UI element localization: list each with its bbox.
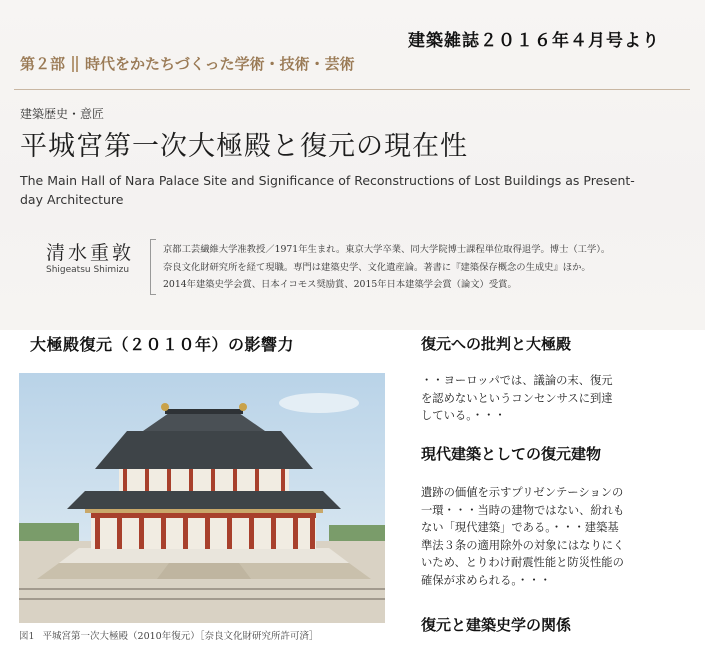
section-title-history: 復元と建築史学の関係 [421,616,572,634]
header-rule [14,89,690,90]
part-theme: 時代をかたちづくった学術・技術・芸術 [85,55,355,73]
paragraph-line: ない「現代建築」である。・・・建築基 [421,521,619,535]
stairs [157,563,251,579]
figure-label: 図1 [19,631,35,642]
paragraph-line: 準法３条の適用除外の対象にはなりにく [421,538,625,552]
paragraph-line: 遺跡の価値を示すプリゼンテーションの [421,486,624,499]
author-name-en: Shigeatsu Shimizu [46,265,130,275]
cloud [279,393,359,413]
article-title-jp: 平城宮第一次大極殿と復元の現在性 [20,131,468,162]
bio-bracket [150,239,156,295]
paragraph-line: している。・・・ [421,409,506,423]
paragraph-line: ・・ヨーロッパでは、議論の末、復元 [421,374,613,387]
bio-line: 2014年建築史学会賞、日本イコモス奨励賞、2015年日本建築学会賞（論文）受賞。 [163,279,517,290]
author-bio [163,241,610,294]
paragraph-line: 確保が求められる。・・・ [421,573,551,587]
part-header [20,53,355,74]
criticism-paragraph [421,372,613,425]
daigokuden-illustration [19,373,385,623]
author-name-jp: 清水重敦 [46,242,135,264]
section-title-criticism: 復元への批判と大極殿 [421,335,572,353]
paragraph-line: 一環・・・当時の建物ではない、紛れも [421,503,625,517]
daigokuden-photo [19,373,385,623]
figure-caption-text: 平城宮第一次大極殿（2010年復元）［奈良文化財研究所許可済］ [42,631,319,642]
paragraph-line: いため、とりわけ耐震性能と防災性能の [421,556,624,570]
bio-line: 奈良文化財研究所を経て現職。専門は建築史学、文化遺産論。著書に『建築保存概念の生成史』ほか。 [163,261,591,273]
bio-line: 京都工芸繊維大学准教授／1971年生まれ。東京大学卒業、同大学院博士課程単位取得退学。博士（工学）。 [163,244,611,255]
part-number: 第２部 [20,55,66,73]
paragraph-line: を認めないというコンセンサスに到達 [421,391,613,405]
trees-right [329,525,385,543]
section-title-modern: 現代建築としての復元建物 [421,445,602,463]
article-category: 建築歴史・意匠 [20,107,105,121]
source-note: 建築雑誌２０１６年４月号より [408,31,660,51]
section-title-impact: 大極殿復元（２０１０年）の影響力 [30,335,295,354]
modern-paragraph [421,484,624,590]
trees-left [19,523,79,543]
article-title-en: The Main Hall of Nara Palace Site and Significance of Reconstructions of Lost Buildings as Present-day Architecture [20,173,635,207]
figure-caption [19,628,318,642]
part-separator [72,56,78,72]
stone-base [59,548,349,563]
